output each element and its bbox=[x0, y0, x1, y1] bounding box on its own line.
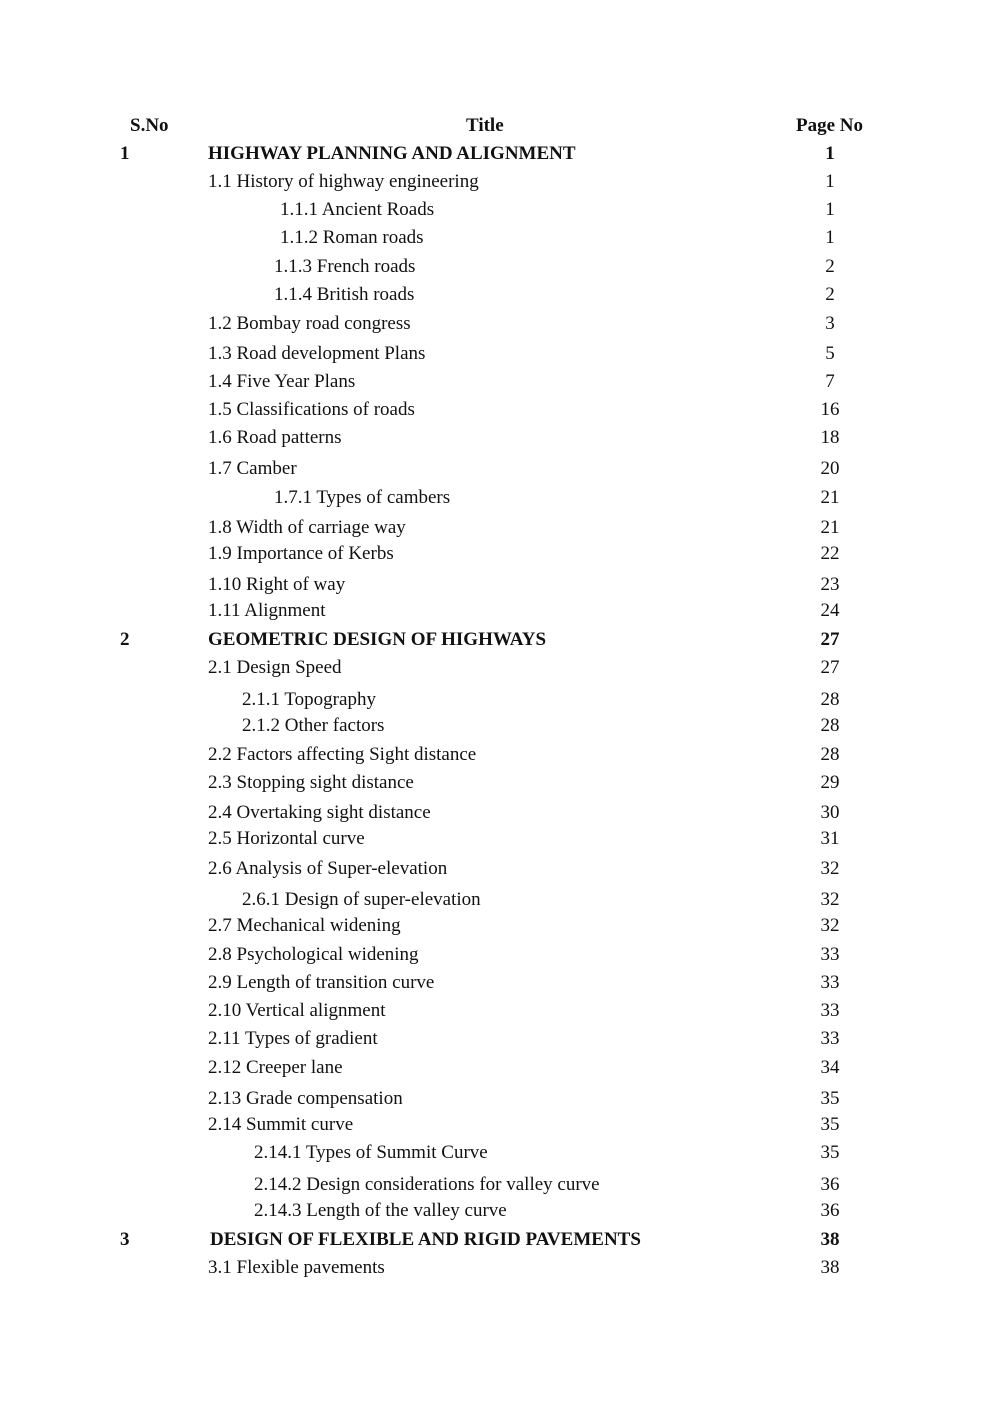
page-no-header: Page No bbox=[796, 115, 864, 136]
toc-entry-page: 2 bbox=[825, 284, 835, 305]
toc-entry-page: 35 bbox=[820, 1142, 840, 1163]
toc-entry bbox=[0, 825, 992, 853]
toc-entry-page: 35 bbox=[820, 1088, 840, 1109]
toc-entry-page: 33 bbox=[820, 1028, 840, 1049]
toc-entry bbox=[0, 168, 992, 196]
title-header: Title bbox=[466, 115, 504, 136]
toc-entry bbox=[0, 1226, 992, 1254]
toc-entry-title: 2.5 Horizontal curve bbox=[208, 828, 365, 849]
toc-entry bbox=[0, 997, 992, 1025]
toc-entry bbox=[0, 654, 992, 682]
toc-entry-title: HIGHWAY PLANNING AND ALIGNMENT bbox=[208, 143, 576, 164]
toc-entry-title: 1.6 Road patterns bbox=[208, 427, 342, 448]
toc-entry-page: 38 bbox=[820, 1229, 840, 1250]
toc-entry-title: 1.2 Bombay road congress bbox=[208, 313, 411, 334]
toc-entry-title: 2.14.1 Types of Summit Curve bbox=[254, 1142, 488, 1163]
toc-entry bbox=[0, 1085, 992, 1113]
toc-entry bbox=[0, 455, 992, 483]
sno-header: S.No bbox=[130, 115, 169, 136]
toc-entry-sno: 2 bbox=[120, 629, 130, 650]
toc-entry-page: 1 bbox=[825, 227, 835, 248]
toc-entry-page: 36 bbox=[820, 1200, 840, 1221]
toc-header-row bbox=[0, 112, 992, 140]
toc-entry bbox=[0, 1054, 992, 1082]
toc-entry-page: 32 bbox=[820, 858, 840, 879]
toc-entry-title: 2.1.2 Other factors bbox=[242, 715, 385, 736]
toc-entry bbox=[0, 769, 992, 797]
toc-entry-page: 30 bbox=[820, 802, 840, 823]
toc-entry-title: 1.5 Classifications of roads bbox=[208, 399, 415, 420]
toc-entry-title: 2.14.2 Design considerations for valley curve bbox=[254, 1174, 600, 1195]
toc-entry-title: 1.7 Camber bbox=[208, 458, 297, 479]
toc-entry-page: 32 bbox=[820, 889, 840, 910]
toc-entry bbox=[0, 886, 992, 914]
toc-entry-title: 2.13 Grade compensation bbox=[208, 1088, 403, 1109]
toc-entry bbox=[0, 1111, 992, 1139]
toc-entry bbox=[0, 1025, 992, 1053]
toc-entry bbox=[0, 712, 992, 740]
toc-entry-title: 1.10 Right of way bbox=[208, 574, 346, 595]
toc-entry bbox=[0, 741, 992, 769]
toc-entry bbox=[0, 340, 992, 368]
toc-entry-title: 2.1.1 Topography bbox=[242, 689, 376, 710]
toc-entry-title: 2.6.1 Design of super-elevation bbox=[242, 889, 481, 910]
toc-entry bbox=[0, 196, 992, 224]
toc-entry bbox=[0, 941, 992, 969]
toc-entry-page: 2 bbox=[825, 256, 835, 277]
toc-entry-page: 16 bbox=[820, 399, 840, 420]
toc-entry-page: 24 bbox=[820, 600, 840, 621]
toc-entry bbox=[0, 424, 992, 452]
toc-entry bbox=[0, 540, 992, 568]
toc-entry-page: 27 bbox=[820, 629, 840, 650]
toc-entry-title: 1.8 Width of carriage way bbox=[208, 517, 406, 538]
toc-entry-title: 2.14.3 Length of the valley curve bbox=[254, 1200, 507, 1221]
toc-entry-title: 3.1 Flexible pavements bbox=[208, 1257, 385, 1278]
toc-entry-page: 23 bbox=[820, 574, 840, 595]
toc-entry-title: 1.1 History of highway engineering bbox=[208, 171, 479, 192]
toc-entry-title: 2.14 Summit curve bbox=[208, 1114, 354, 1135]
toc-entry bbox=[0, 1171, 992, 1199]
toc-entry-title: 2.1 Design Speed bbox=[208, 657, 342, 678]
toc-entry-page: 33 bbox=[820, 944, 840, 965]
toc-entry-sno: 1 bbox=[120, 143, 130, 164]
toc-entry-page: 7 bbox=[825, 371, 835, 392]
toc-entry-title: 2.11 Types of gradient bbox=[208, 1028, 378, 1049]
toc-entry-page: 27 bbox=[820, 657, 840, 678]
toc-entry-title: 2.4 Overtaking sight distance bbox=[208, 802, 431, 823]
toc-entry-title: 1.3 Road development Plans bbox=[208, 343, 426, 364]
toc-entry bbox=[0, 1139, 992, 1167]
toc-entry-title: 1.11 Alignment bbox=[208, 600, 326, 621]
toc-entry-title: 1.7.1 Types of cambers bbox=[274, 487, 451, 508]
toc-entry-page: 33 bbox=[820, 1000, 840, 1021]
toc-entry-page: 29 bbox=[820, 772, 840, 793]
toc-entry bbox=[0, 253, 992, 281]
toc-entry-title: 1.1.2 Roman roads bbox=[280, 227, 424, 248]
toc-entry bbox=[0, 571, 992, 599]
toc-entry-title: 2.12 Creeper lane bbox=[208, 1057, 343, 1078]
toc-entry-page: 18 bbox=[820, 427, 840, 448]
toc-entry bbox=[0, 969, 992, 997]
toc-entry-title: 2.2 Factors affecting Sight distance bbox=[208, 744, 477, 765]
toc-entry-page: 1 bbox=[825, 171, 835, 192]
toc-entry-title: 1.4 Five Year Plans bbox=[208, 371, 356, 392]
toc-entry-page: 28 bbox=[820, 715, 840, 736]
toc-entry-page: 22 bbox=[820, 543, 840, 564]
toc-entry bbox=[0, 1254, 992, 1282]
toc-entry-title: 1.1.3 French roads bbox=[274, 256, 416, 277]
toc-entry-page: 32 bbox=[820, 915, 840, 936]
toc-entry-title: 1.1.1 Ancient Roads bbox=[280, 199, 435, 220]
toc-entry-title: 2.8 Psychological widening bbox=[208, 944, 419, 965]
toc-entry bbox=[0, 310, 992, 338]
toc-entry-title: 2.10 Vertical alignment bbox=[208, 1000, 386, 1021]
toc-entry-title: 1.1.4 British roads bbox=[274, 284, 415, 305]
toc-entry-page: 20 bbox=[820, 458, 840, 479]
toc-entry-page: 35 bbox=[820, 1114, 840, 1135]
toc-entry bbox=[0, 224, 992, 252]
toc-entry-title: 2.6 Analysis of Super-elevation bbox=[208, 858, 448, 879]
toc-entry-title: 2.9 Length of transition curve bbox=[208, 972, 435, 993]
toc-entry-page: 34 bbox=[820, 1057, 840, 1078]
toc-entry bbox=[0, 281, 992, 309]
toc-entry-page: 3 bbox=[825, 313, 835, 334]
toc-entry bbox=[0, 1197, 992, 1225]
toc-entry bbox=[0, 799, 992, 827]
toc-entry-title: 2.3 Stopping sight distance bbox=[208, 772, 414, 793]
toc-entry-sno: 3 bbox=[120, 1229, 130, 1250]
toc-entry-page: 28 bbox=[820, 689, 840, 710]
toc-entry-page: 38 bbox=[820, 1257, 840, 1278]
toc-entry bbox=[0, 484, 992, 512]
toc-entry-page: 33 bbox=[820, 972, 840, 993]
toc-entry bbox=[0, 912, 992, 940]
toc-entry-page: 1 bbox=[825, 143, 835, 164]
toc-entry-title: DESIGN OF FLEXIBLE AND RIGID PAVEMENTS bbox=[210, 1229, 641, 1250]
toc-entry-page: 5 bbox=[825, 343, 835, 364]
toc-entry bbox=[0, 514, 992, 542]
toc-entry bbox=[0, 686, 992, 714]
toc-entry bbox=[0, 396, 992, 424]
toc-entry-page: 36 bbox=[820, 1174, 840, 1195]
toc-entry-title: GEOMETRIC DESIGN OF HIGHWAYS bbox=[208, 629, 547, 650]
toc-entry-page: 28 bbox=[820, 744, 840, 765]
toc-entry bbox=[0, 368, 992, 396]
toc-entry-page: 31 bbox=[820, 828, 840, 849]
toc-entry bbox=[0, 597, 992, 625]
toc-entry-title: 2.7 Mechanical widening bbox=[208, 915, 401, 936]
toc-entry-title: 1.9 Importance of Kerbs bbox=[208, 543, 394, 564]
toc-entry bbox=[0, 855, 992, 883]
toc-entry-page: 21 bbox=[820, 517, 840, 538]
toc-entry bbox=[0, 626, 992, 654]
toc-entry-page: 21 bbox=[820, 487, 840, 508]
toc-entry-page: 1 bbox=[825, 199, 835, 220]
toc-entry bbox=[0, 140, 992, 168]
